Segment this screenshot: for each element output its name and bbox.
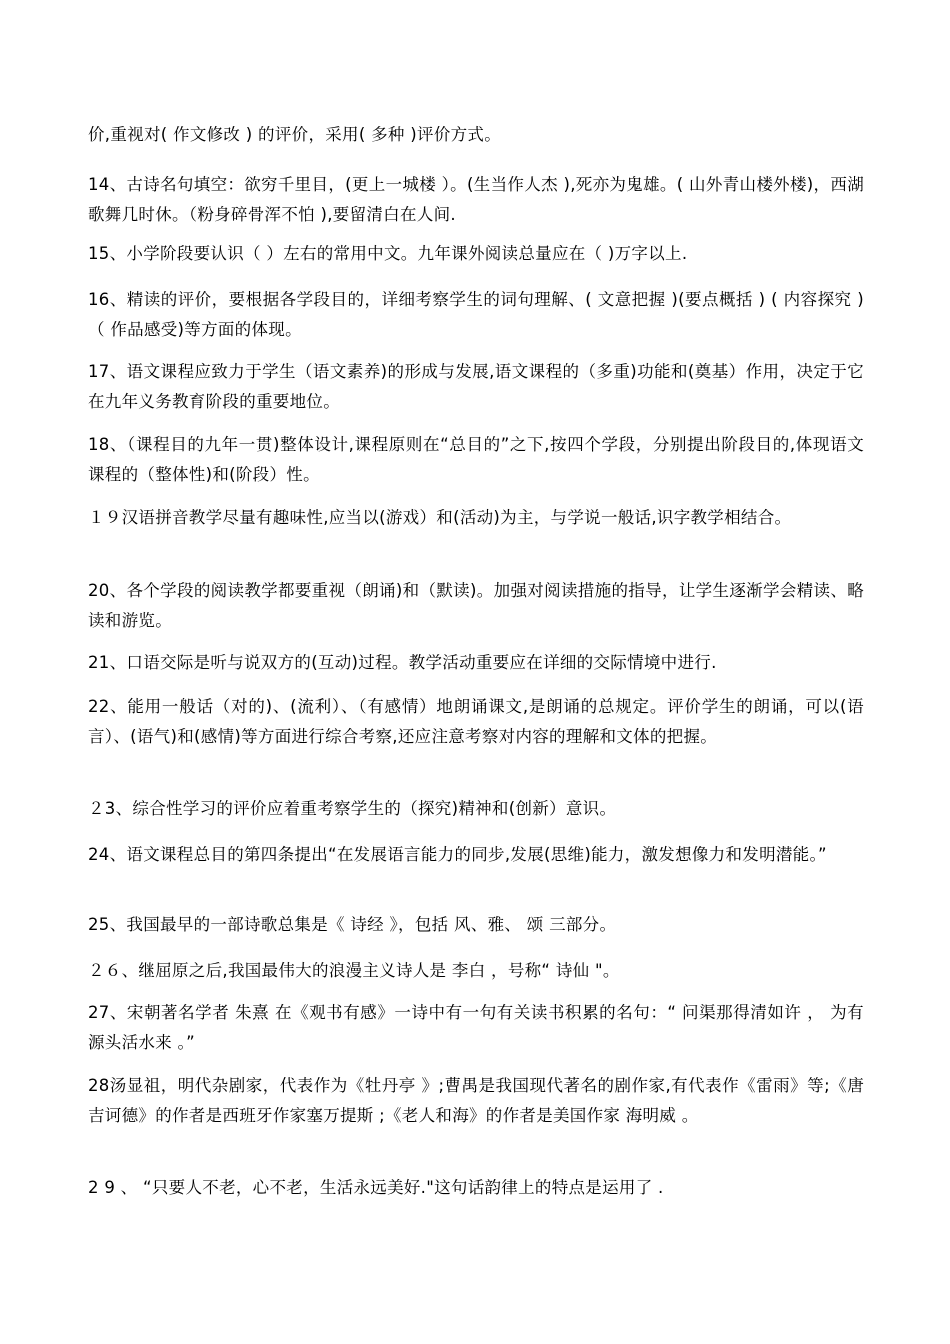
paragraph-23: ２3、综合性学习的评价应着重考察学生的（探究)精神和(创新）意识。 xyxy=(88,799,617,818)
paragraph-17: 17、语文课程应致力于学生（语文素养)的形成与发展,语文课程的（多重)功能和(奠基）作用，决定于它在九年义务教育阶段的重要地位。 xyxy=(88,362,864,411)
paragraph-24: 24、语文课程总目的第四条提出“在发展语言能力的同步,发展(思维)能力，激发想像力和发明潜能。” xyxy=(88,845,827,864)
paragraph-15: 15、小学阶段要认识（ ）左右的常用中文。九年课外阅读总量应在（ )万字以上. xyxy=(88,244,688,263)
paragraph-14: 14、古诗名句填空：欲穷千里目，(更上一城楼 ）。(生当作人杰 ),死亦为鬼雄。( 山外青山楼外楼)，西湖歌舞几时休。（粉身碎骨浑不怕 ),要留清白在人间. xyxy=(88,175,864,224)
paragraph-21: 21、口语交际是听与说双方的(互动)过程。教学活动重要应在详细的交际情境中进行. xyxy=(88,653,717,672)
paragraph-13-continuation: 价,重视对( 作文修改 ) 的评价，采用( 多种 )评价方式。 xyxy=(88,125,502,144)
paragraph-22: 22、能用一般话（对的)、(流利）、（有感情）地朗诵课文,是朗诵的总规定。评价学生的朗诵，可以(语言）、(语气)和(感情)等方面进行综合考察,还应注意考察对内容的理解和文体的把握。 xyxy=(88,697,864,746)
paragraph-20: 20、各个学段的阅读教学都要重视（朗诵)和（默读)。加强对阅读措施的指导，让学生逐渐学会精读、略读和游览。 xyxy=(88,581,864,630)
paragraph-19: １９汉语拼音教学尽量有趣味性,应当以(游戏）和(活动)为主，与学说一般话,识字教学相结合。 xyxy=(88,508,792,527)
paragraph-27: 27、宋朝著名学者 朱熹 在《观书有感》一诗中有一句有关读书积累的名句：“ 问渠那得清如许 ， 为有源头活水来 。” xyxy=(88,1003,864,1052)
paragraph-16: 16、精读的评价，要根据各学段目的，详细考察学生的词句理解、( 文意把握 )(要点概括 ) ( 内容探究 ) （ 作品感受)等方面的体现。 xyxy=(88,290,864,339)
paragraph-25: 25、我国最早的一部诗歌总集是《 诗经 》，包括 风、雅、 颂 三部分。 xyxy=(88,915,617,934)
paragraph-28: 28汤显祖，明代杂剧家，代表作为《牡丹亭 》;曹禺是我国现代著名的剧作家,有代表作《雷雨》等;《唐吉诃德》的作者是西班牙作家塞万提斯 ;《老人和海》的作者是美国作家 海明威 。 xyxy=(88,1076,864,1125)
paragraph-26: ２６、继屈原之后,我国最伟大的浪漫主义诗人是 李白 ，号称“ 诗仙 "。 xyxy=(88,961,620,980)
paragraph-18: 18、（课程目的九年一贯)整体设计,课程原则在“总目的”之下,按四个学段，分别提出阶段目的,体现语文课程的（整体性)和(阶段）性。 xyxy=(88,435,864,484)
paragraph-29: 2 9 、 “只要人不老，心不老，生活永远美好."这句话韵律上的特点是运用了 . xyxy=(88,1178,664,1197)
